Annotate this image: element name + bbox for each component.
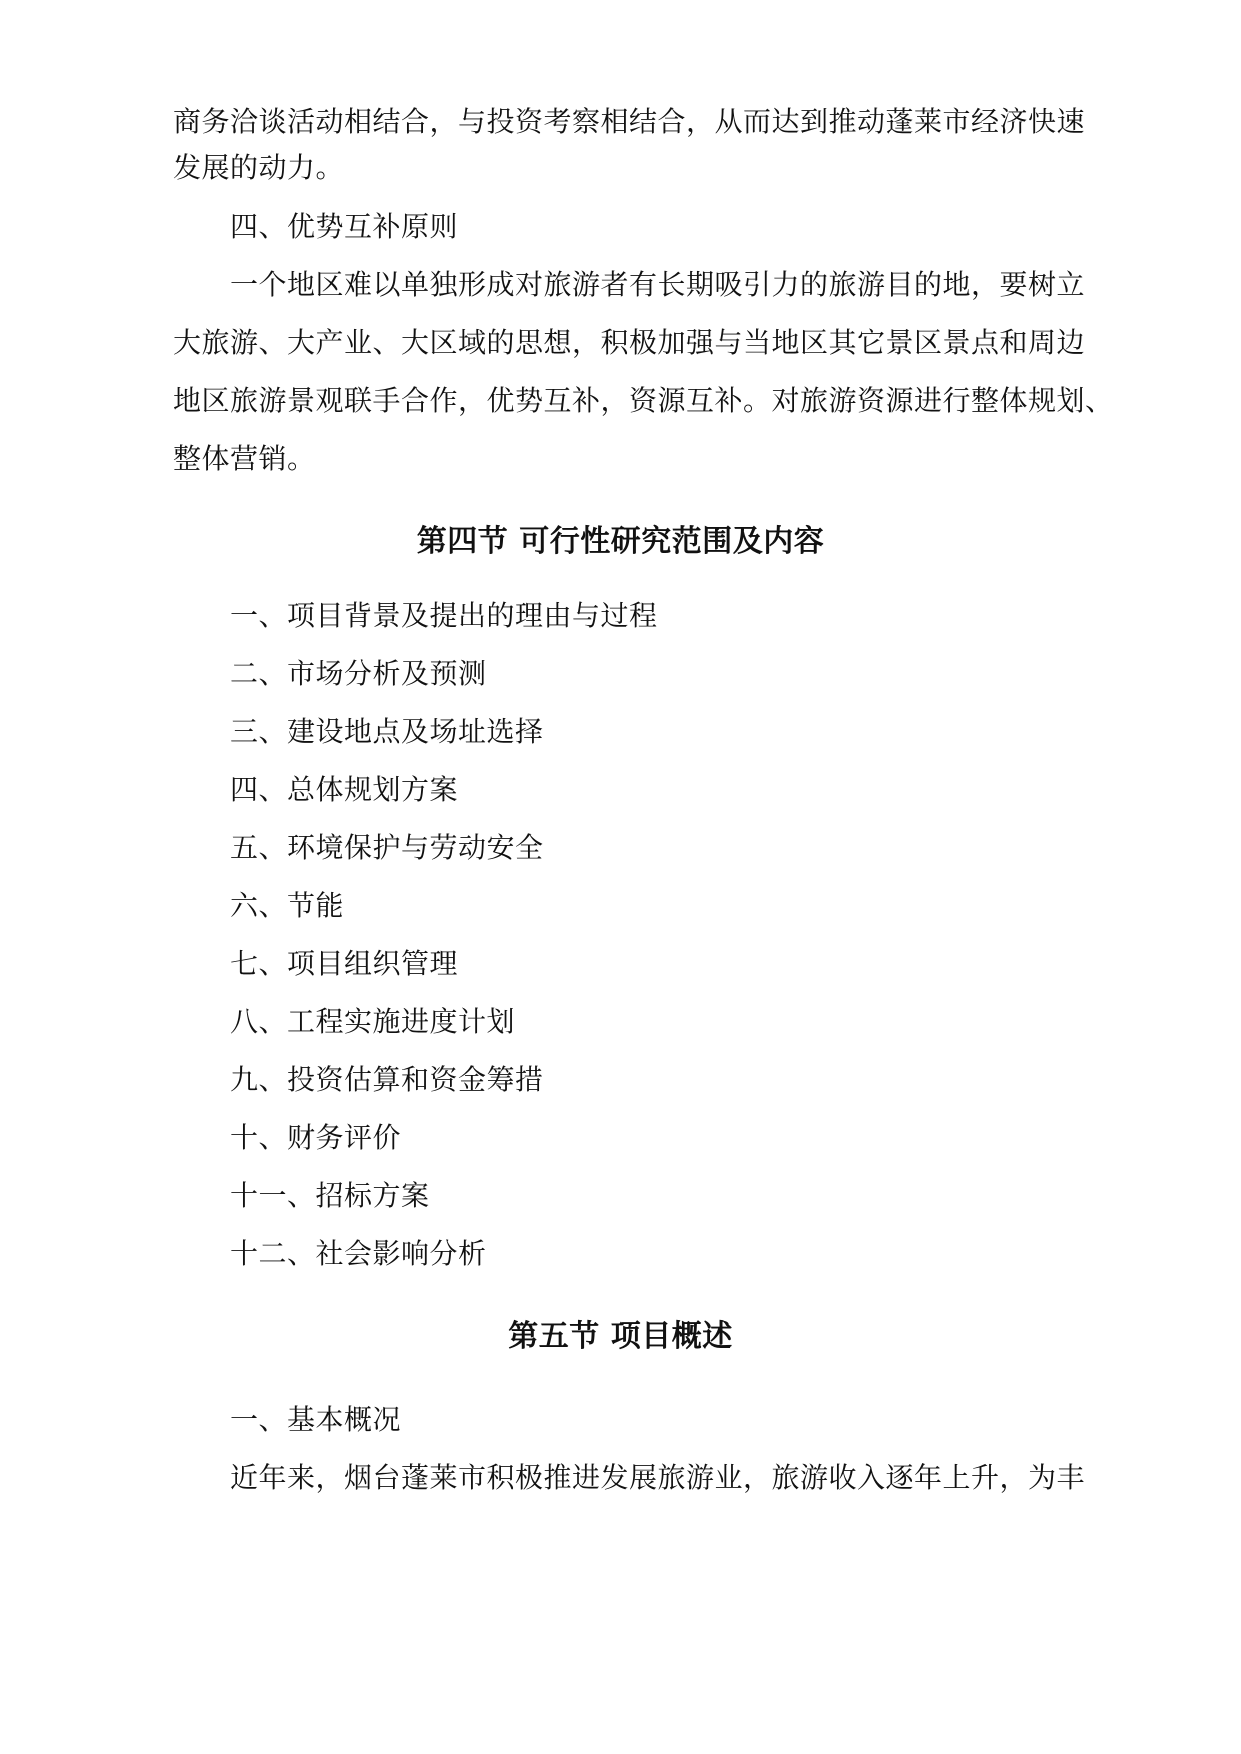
list-item: 二、市场分析及预测: [230, 657, 487, 690]
list-item: 五、环境保护与劳动安全: [230, 831, 544, 864]
list-item: 三、建设地点及场址选择: [230, 715, 544, 748]
list-item: 一、项目背景及提出的理由与过程: [230, 599, 658, 632]
subsection-title: 一、基本概况: [230, 1403, 402, 1436]
paragraph-line: 一个地区难以单独形成对旅游者有长期吸引力的旅游目的地，要树立: [230, 268, 1086, 301]
paragraph-line: 地区旅游景观联手合作，优势互补，资源互补。对旅游资源进行整体规划、: [173, 384, 1114, 417]
paragraph-line: 发展的动力。: [173, 151, 345, 184]
principle-title: 四、优势互补原则: [230, 210, 459, 243]
paragraph-line: 大旅游、大产业、大区域的思想，积极加强与当地区其它景区景点和周边: [173, 326, 1086, 359]
list-item: 六、节能: [230, 889, 345, 922]
list-item: 十一、招标方案: [230, 1179, 430, 1212]
section-heading: 第五节 项目概述: [508, 1319, 733, 1354]
list-item: 九、投资估算和资金筹措: [230, 1063, 544, 1096]
paragraph-line: 近年来，烟台蓬莱市积极推进发展旅游业，旅游收入逐年上升，为丰: [230, 1461, 1086, 1494]
list-item: 十、财务评价: [230, 1121, 402, 1154]
list-item: 十二、社会影响分析: [230, 1237, 487, 1270]
paragraph-line: 整体营销。: [173, 442, 316, 475]
section-heading: 第四节 可行性研究范围及内容: [416, 524, 825, 559]
list-item: 七、项目组织管理: [230, 947, 459, 980]
list-item: 八、工程实施进度计划: [230, 1005, 516, 1038]
list-item: 四、总体规划方案: [230, 773, 459, 806]
paragraph-line: 商务洽谈活动相结合，与投资考察相结合，从而达到推动蓬莱市经济快速: [173, 105, 1086, 138]
